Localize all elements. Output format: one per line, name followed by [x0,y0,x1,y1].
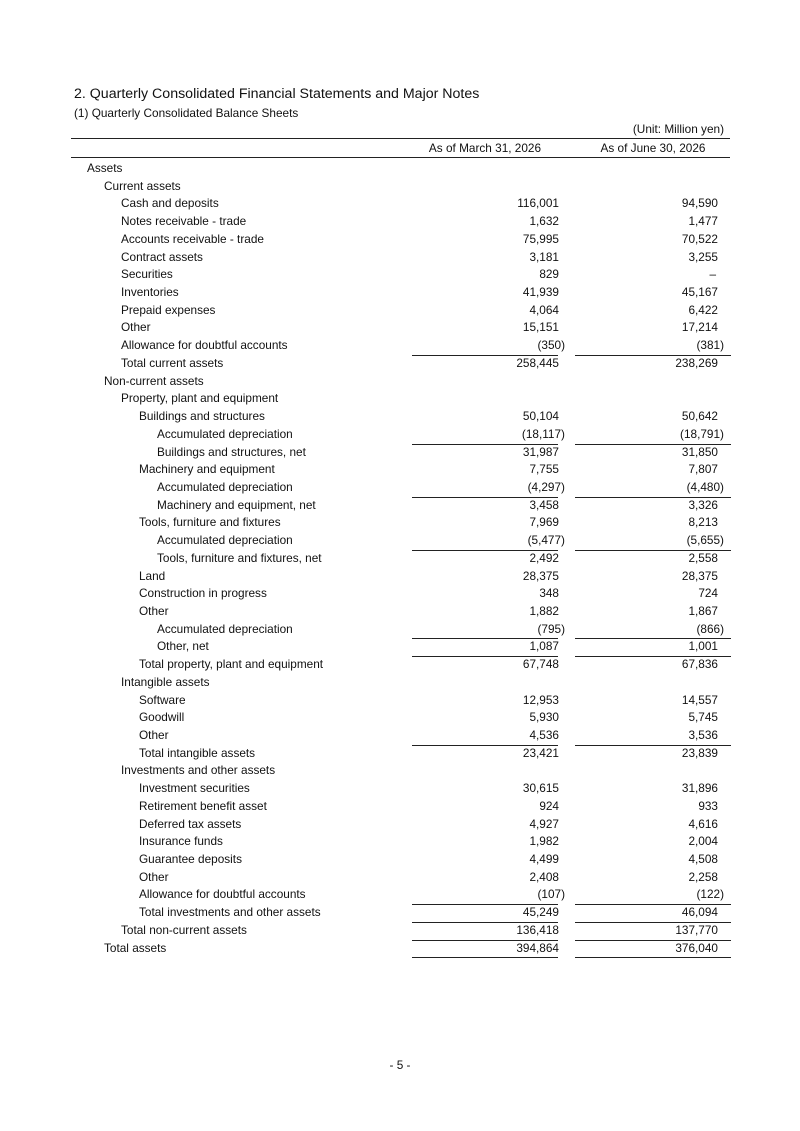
value-june: 5,745 [688,710,718,725]
value-june: 28,375 [681,568,718,583]
row-label: Other [139,869,169,884]
row-label: Deferred tax assets [139,816,242,831]
value-june: 6,422 [688,302,718,317]
row-label: Buildings and structures, net [157,444,306,459]
table-row [0,816,800,834]
row-label: Guarantee deposits [139,852,242,867]
row-label: Total property, plant and equipment [139,657,324,672]
table-row [0,692,800,710]
row-label: Goodwill [139,710,185,725]
value-june: 23,839 [681,745,718,760]
value-march: 4,927 [529,816,559,831]
table-row [0,390,800,408]
table-row [0,213,800,231]
row-label: Other [139,728,169,742]
row-label: Investments and other assets [121,763,276,778]
total-underline [575,957,731,958]
value-march: 2,408 [529,869,559,884]
value-june: 14,557 [681,692,718,707]
value-june: – [709,267,716,282]
table-row [0,621,800,639]
value-march: 23,421 [522,745,559,760]
balance-sheet-table [0,160,800,957]
page-subtitle: (1) Quarterly Consolidated Balance Sheets [74,106,299,120]
row-label: Notes receivable - trade [121,214,247,229]
table-row [0,940,800,958]
row-label: Tools, furniture and fixtures, net [157,550,322,565]
value-march: 30,615 [522,781,559,796]
row-label: Tools, furniture and fixtures [139,515,281,530]
value-june: 3,326 [688,497,718,512]
table-row [0,195,800,213]
value-june: 724 [698,586,718,601]
value-june: 50,642 [681,409,718,424]
value-june: 4,508 [688,852,718,867]
value-june: (4,480) [686,479,724,494]
value-march: 258,445 [516,355,559,370]
value-june: 3,536 [688,728,718,742]
column-header-june: As of June 30, 2026 [600,141,706,155]
table-row [0,851,800,869]
value-march: 2,492 [529,550,559,565]
value-march: 31,987 [522,444,559,459]
table-row [0,745,800,763]
value-june: 67,836 [681,657,718,672]
value-march: 1,087 [529,639,559,654]
value-march: 4,536 [529,728,559,742]
table-row [0,479,800,497]
column-header-march: As of March 31, 2026 [428,141,542,155]
value-march: 116,001 [517,196,559,211]
row-label: Inventories [121,285,179,300]
row-label: Securities [121,267,173,282]
table-row [0,249,800,267]
table-row [0,461,800,479]
row-label: Other, net [157,639,209,654]
value-june: 2,258 [688,869,718,884]
page-number: - 5 - [389,1058,411,1072]
row-label: Accumulated depreciation [157,621,293,636]
value-march: 28,375 [522,568,559,583]
table-row [0,904,800,922]
value-march: 829 [539,267,559,282]
row-label: Prepaid expenses [121,302,216,317]
row-label: Assets [87,161,123,175]
value-june: 70,522 [681,231,718,246]
row-label: Investment securities [139,781,250,796]
row-label: Insurance funds [139,834,223,849]
table-row [0,709,800,727]
value-june: 933 [698,798,718,813]
unit-note: (Unit: Million yen) [632,122,724,136]
row-label: Construction in progress [139,586,267,601]
value-march: 3,458 [529,497,559,512]
value-march: 15,151 [522,320,559,335]
table-row [0,231,800,249]
value-june: 137,770 [675,922,718,937]
value-march: (795) [537,621,565,636]
table-row [0,922,800,940]
row-label: Land [139,568,166,583]
row-label: Machinery and equipment [139,462,275,477]
value-march: (350) [537,338,565,353]
row-label: Non-current assets [104,373,204,388]
value-june: 2,558 [688,550,718,565]
value-june: (381) [696,338,724,353]
table-row [0,284,800,302]
row-label: Accounts receivable - trade [121,231,264,246]
value-june: (18,791) [680,426,724,441]
table-row [0,302,800,320]
value-june: 45,167 [681,285,718,300]
table-row [0,266,800,284]
total-underline [412,957,558,958]
value-june: 94,590 [681,196,718,211]
table-row [0,674,800,692]
value-march: 924 [539,798,559,813]
table-row [0,603,800,621]
table-row [0,585,800,603]
value-june: 2,004 [688,834,718,849]
value-june: 3,255 [688,249,718,264]
value-march: (18,117) [521,426,565,441]
table-row [0,638,800,656]
value-march: 4,064 [529,302,559,317]
table-row [0,780,800,798]
value-march: 136,418 [516,922,559,937]
value-june: 4,616 [688,816,718,831]
row-label: Total intangible assets [139,745,256,760]
table-row [0,762,800,780]
row-label: Intangible assets [121,674,210,689]
value-june: 1,867 [688,603,718,618]
value-march: 394,864 [516,940,559,955]
table-row [0,532,800,550]
value-june: (866) [696,621,724,636]
value-march: 3,181 [529,249,559,264]
value-march: 50,104 [522,409,559,424]
row-label: Current assets [104,178,181,193]
row-label: Total non-current assets [121,922,247,937]
row-label: Allowance for doubtful accounts [121,338,288,353]
value-march: 1,882 [529,603,559,618]
table-row [0,160,800,178]
row-label: Cash and deposits [121,196,219,211]
value-march: 75,995 [522,231,559,246]
value-march: 5,930 [529,710,559,725]
table-row [0,833,800,851]
value-march: 1,632 [529,214,559,229]
value-march: 7,969 [529,515,559,530]
table-row [0,656,800,674]
table-row [0,178,800,196]
row-label: Total investments and other assets [139,905,321,920]
table-row [0,550,800,568]
table-row [0,337,800,355]
table-row [0,869,800,887]
row-label: Other [121,320,151,335]
value-june: 1,477 [688,214,718,229]
value-june: 7,807 [688,462,718,477]
value-march: (5,477) [527,533,565,548]
row-label: Buildings and structures [139,409,265,424]
table-row [0,798,800,816]
value-march: 45,249 [522,905,559,920]
table-row [0,886,800,904]
page-title: 2. Quarterly Consolidated Financial Statements and Major Notes [74,86,480,102]
row-label: Accumulated depreciation [157,426,293,441]
value-june: 17,214 [681,320,718,335]
row-label: Other [139,603,169,618]
row-label: Retirement benefit asset [139,798,267,813]
value-june: 238,269 [675,355,718,370]
row-label: Total current assets [121,355,224,370]
table-row [0,727,800,745]
value-march: 12,953 [522,692,559,707]
value-march: 4,499 [529,852,559,867]
value-june: 1,001 [688,639,718,654]
table-row [0,444,800,462]
value-march: 41,939 [522,285,559,300]
row-label: Total assets [104,940,167,955]
row-label: Software [139,692,186,707]
row-label: Property, plant and equipment [121,391,279,406]
value-june: 31,850 [681,444,718,459]
value-march: 1,982 [529,834,559,849]
value-june: 31,896 [681,781,718,796]
row-label: Machinery and equipment, net [157,497,316,512]
table-top-rule [71,138,730,139]
value-june: 46,094 [681,905,718,920]
value-march: (107) [537,887,565,902]
table-row [0,426,800,444]
value-june: 8,213 [688,515,718,530]
table-row [0,319,800,337]
table-row [0,355,800,373]
table-header-rule [71,157,730,158]
value-march: (4,297) [527,479,565,494]
value-march: 67,748 [522,657,559,672]
value-june: (5,655) [686,533,724,548]
row-label: Accumulated depreciation [157,479,293,494]
row-label: Accumulated depreciation [157,533,293,548]
value-june: (122) [696,887,724,902]
value-march: 7,755 [529,462,559,477]
table-row [0,568,800,586]
row-label: Contract assets [121,249,203,264]
value-march: 348 [539,586,559,601]
table-row [0,408,800,426]
table-row [0,497,800,515]
value-june: 376,040 [675,940,718,955]
table-row [0,373,800,391]
row-label: Allowance for doubtful accounts [139,887,306,902]
table-row [0,514,800,532]
